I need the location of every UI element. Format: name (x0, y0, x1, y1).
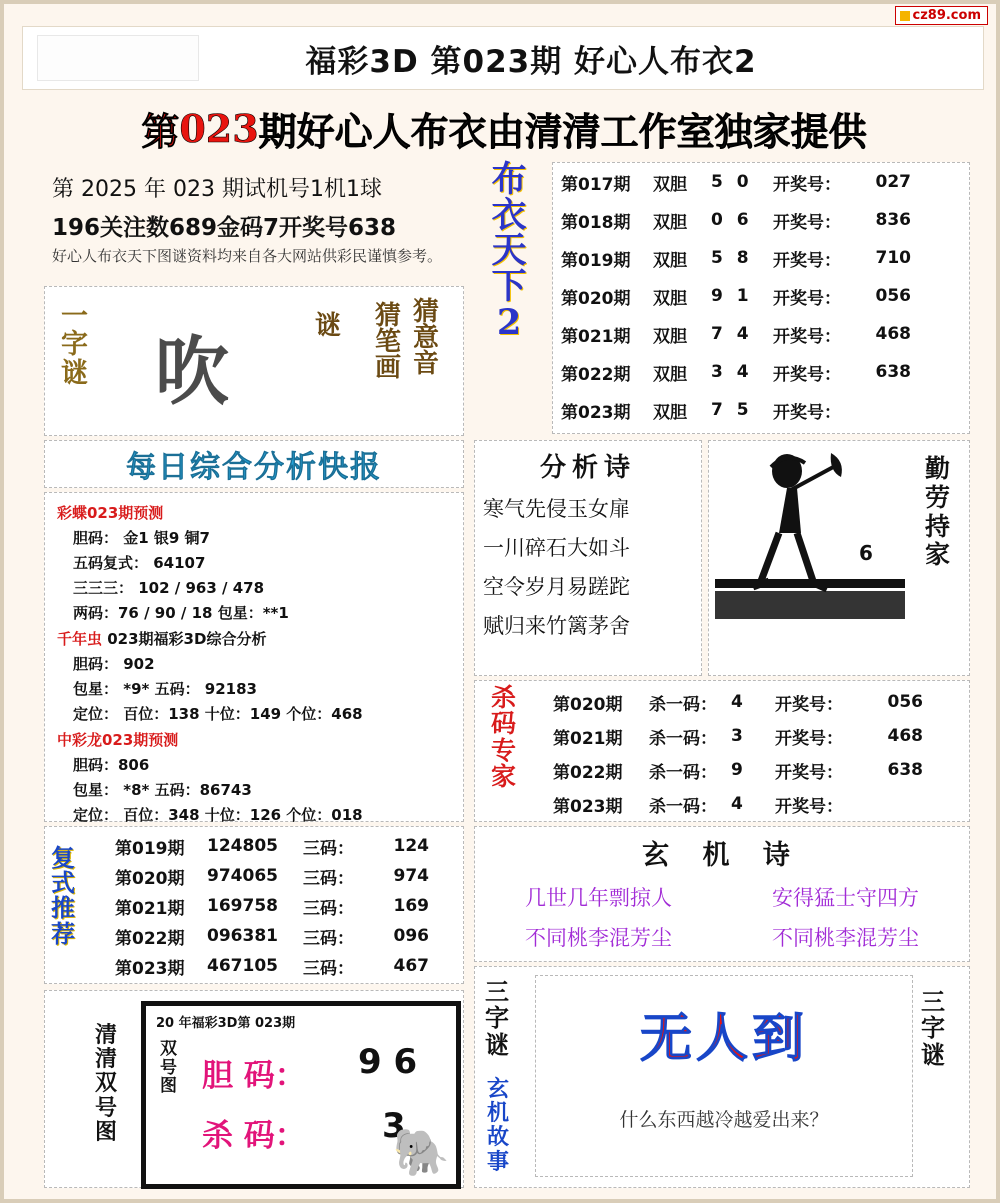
row-label: 双胆 (653, 288, 687, 309)
row-dan: 0 6 (711, 210, 753, 230)
fushi-val: 096 (393, 926, 429, 946)
pred-block3-row-1: 包星： *8* 五码：86743 (73, 781, 252, 799)
pred-block3-title: 中彩龙023期预测 (57, 731, 179, 749)
fushi-issue: 第020期 (115, 868, 185, 889)
sanzi-question: 什么东西越冷越爱出来？ (619, 1109, 829, 1131)
row-open: 836 (875, 210, 911, 230)
table-row (115, 951, 459, 981)
table-row (553, 315, 969, 353)
row-label: 双胆 (653, 326, 687, 347)
daily-report-title (44, 440, 464, 488)
fenxi-line-2: 空令岁月易蹉跎 (483, 575, 630, 599)
vtitle-char-0: 布 (491, 159, 527, 200)
shama-key: 杀一码： (649, 762, 717, 783)
shama-open: 056 (887, 692, 923, 712)
row-issue: 第019期 (561, 250, 631, 271)
row-issue: 第017期 (561, 174, 631, 195)
shama-val: 4 (731, 794, 743, 814)
table-row (115, 921, 459, 951)
fushi-recommend-block (44, 826, 464, 984)
row-dan: 7 4 (711, 324, 753, 344)
sanzi-inner (535, 975, 913, 1177)
row-open-label: 开奖号： (773, 326, 841, 347)
double-dan-results-table (552, 162, 970, 434)
row-open-label: 开奖号： (773, 174, 841, 195)
vtitle-char-1: 衣 (491, 194, 527, 236)
table-row (553, 239, 969, 277)
watermark-text: cz89.com (912, 8, 981, 23)
shama-issue: 第022期 (553, 762, 623, 783)
row-label: 双胆 (653, 364, 687, 385)
analysis-poem-block (474, 440, 702, 676)
sanzi-right-label: 三字谜 (921, 987, 945, 1069)
shama-open-label: 开奖号： (775, 694, 843, 715)
table-row (553, 163, 969, 201)
pred-block3-row-2: 定位： 百位：348 十位：126 个位：018 (73, 806, 363, 824)
row-issue: 第022期 (561, 364, 631, 385)
sanzi-left-label-2: 玄机故事 (487, 1076, 510, 1175)
table-row (553, 201, 969, 239)
row-open: 027 (875, 172, 911, 192)
pred-block1-row-3: 两码：76 / 90 / 18 包星：**1 (73, 604, 289, 622)
row-issue: 第023期 (561, 402, 631, 423)
pred-block2-title-black: 023期福彩3D综合分析 (107, 630, 267, 648)
row-dan: 3 4 (711, 362, 753, 382)
pred-block1-row-0: 胆码： 金1 银9 铜7 (73, 529, 210, 547)
shama-key: 杀一码： (649, 796, 717, 817)
shama-open-label: 开奖号： (775, 728, 843, 749)
row-open: 638 (875, 362, 911, 382)
pred-block2-title-red: 千年虫 (57, 630, 103, 648)
row-label: 双胆 (653, 402, 687, 423)
fushi-val: 124 (393, 836, 429, 856)
fenxi-line-0: 寒气先侵玉女扉 (483, 497, 630, 521)
site-watermark (895, 6, 989, 25)
shama-open-label: 开奖号： (775, 796, 843, 817)
table-row (553, 719, 963, 753)
promo-banner (38, 104, 970, 152)
info-line-2: 196关注数689金码7开奖号638 (52, 215, 397, 241)
banner-prefix: 第 (141, 108, 180, 154)
fushi-key: 三码： (303, 898, 354, 919)
shama-key: 杀一码： (649, 728, 717, 749)
info-line-1: 第 2025 年 023 期试机号1机1球 (52, 177, 382, 202)
shama-table (553, 685, 963, 821)
row-open-label: 开奖号： (773, 288, 841, 309)
vtitle-char-2: 天 (491, 230, 527, 272)
shuanghao-sha-label: 杀 码： (202, 1118, 306, 1154)
fenxi-line-3: 赋归来竹篱茅舍 (483, 614, 630, 638)
vtitle-char-4: 2 (496, 301, 522, 343)
row-open-label: 开奖号： (773, 250, 841, 271)
shama-open: 468 (887, 726, 923, 746)
row-issue: 第020期 (561, 288, 631, 309)
shuanghao-card (141, 1001, 461, 1189)
page-header (22, 26, 984, 90)
info-disclaimer: 好心人布衣天下图谜资料均来自各大网站供彩民谨慎参考。 (52, 247, 443, 265)
row-label: 双胆 (653, 174, 687, 195)
farmer-cartoon-icon (709, 441, 909, 631)
row-dan: 5 8 (711, 248, 753, 268)
table-row (553, 753, 963, 787)
banner-issue: 023 (179, 105, 259, 151)
pred-block3-row-0: 胆码：806 (73, 756, 150, 774)
shama-val: 3 (731, 726, 743, 746)
pred-block1-row-2: 三三三： 102 / 963 / 478 (73, 579, 265, 597)
shuanghao-caption: 20 年福彩3D第 023期 (156, 1016, 296, 1031)
xuanji-row-1 (475, 882, 969, 912)
fushi-key: 三码： (303, 928, 354, 949)
shuanghao-dan-label: 胆 码： (202, 1058, 306, 1094)
fushi-num: 096381 (207, 926, 278, 946)
row-open-label: 开奖号： (773, 212, 841, 233)
row-dan: 9 1 (711, 286, 753, 306)
fushi-num: 467105 (207, 956, 278, 976)
row-label: 双胆 (653, 250, 687, 271)
xuanji-line-1b: 安得猛士守四方 (772, 886, 919, 910)
fenxi-title: 分析诗 (539, 453, 636, 483)
fushi-key: 三码： (303, 958, 354, 979)
xuanji-title: 玄 机 诗 (642, 840, 802, 871)
shama-label: 杀码专家 (491, 683, 517, 791)
shama-val: 9 (731, 760, 743, 780)
xuanji-row-2 (475, 922, 969, 952)
fushi-num: 169758 (207, 896, 278, 916)
fushi-issue: 第019期 (115, 838, 185, 859)
row-open: 056 (875, 286, 911, 306)
row-dan: 5 0 (711, 172, 753, 192)
table-row (553, 685, 963, 719)
cartoon-number: 6 (859, 541, 873, 565)
row-label: 双胆 (653, 212, 687, 233)
shama-open-label: 开奖号： (775, 762, 843, 783)
cartoon-vertical-text: 勤劳持家 (925, 454, 951, 570)
table-row (115, 891, 459, 921)
row-issue: 第021期 (561, 326, 631, 347)
table-row (115, 831, 459, 861)
fushi-issue: 第021期 (115, 898, 185, 919)
table-row (553, 391, 969, 429)
fenxi-line-1: 一川碎石大如斗 (483, 536, 630, 560)
shuanghao-sha-value: 3 (382, 1106, 406, 1146)
riddle-col-b: 猜意音 (408, 297, 439, 375)
row-open-label: 开奖号： (773, 364, 841, 385)
pred-block2-title (57, 628, 453, 649)
table-row (115, 861, 459, 891)
table-row (553, 277, 969, 315)
sanzi-left-label: 三字谜 (485, 977, 509, 1059)
header-blank-box (37, 35, 199, 81)
fushi-val: 169 (393, 896, 429, 916)
table-row (553, 787, 963, 821)
row-issue: 第018期 (561, 212, 631, 233)
pred-block2-row-0: 胆码： 902 (73, 655, 155, 673)
pred-block1-title: 彩蝶023期预测 (57, 504, 164, 522)
riddle-main-char: 吹 (155, 329, 229, 415)
shama-issue: 第023期 (553, 796, 623, 817)
fushi-val: 974 (393, 866, 429, 886)
sanzi-answer: 无人到 (639, 1008, 808, 1069)
row-dan: 7 5 (711, 400, 753, 420)
fushi-key: 三码： (303, 838, 354, 859)
shama-open: 638 (887, 760, 923, 780)
pred-block2-row-1: 包星： *9* 五码： 92183 (73, 680, 257, 698)
shama-val: 4 (731, 692, 743, 712)
row-open: 468 (875, 324, 911, 344)
shama-issue: 第020期 (553, 694, 623, 715)
three-char-riddle-block (474, 966, 970, 1188)
fushi-val: 467 (393, 956, 429, 976)
cartoon-block (708, 440, 970, 676)
fushi-issue: 第022期 (115, 928, 185, 949)
riddle-col-c: 谜 (310, 311, 341, 337)
predictions-block (44, 492, 464, 822)
elephant-icon: 🐘 (392, 1125, 450, 1179)
fushi-key: 三码： (303, 868, 354, 889)
banner-text: 期好心人布衣由清清工作室独家提供 (258, 108, 867, 154)
xuanji-line-1a: 几世几年剽掠人 (525, 886, 672, 910)
vertical-series-title (474, 159, 544, 432)
page-title: 福彩3D 第023期 好心人布衣2 (305, 43, 757, 80)
row-open-label: 开奖号： (773, 402, 841, 423)
shama-key: 杀一码： (649, 694, 717, 715)
riddle-label: 一字谜 (61, 301, 88, 389)
fushi-issue: 第023期 (115, 958, 185, 979)
pred-block2-row-2: 定位： 百位：138 十位：149 个位：468 (73, 705, 363, 723)
daily-report-text: 每日综合分析快报 (126, 450, 382, 485)
fushi-table (115, 831, 459, 981)
vtitle-char-3: 下 (491, 266, 527, 308)
fushi-label: 复式推荐 (51, 843, 75, 948)
logo-square-icon (900, 11, 910, 21)
qingqing-double-number-block (44, 990, 464, 1188)
lottery-info-block (44, 164, 464, 282)
row-open: 710 (875, 248, 911, 268)
kill-code-expert-block (474, 680, 970, 822)
shuanghao-vertical-label: 双号图 (160, 1039, 177, 1097)
fushi-num: 124805 (207, 836, 278, 856)
shuanghao-dan-value: 9 6 (358, 1042, 418, 1082)
pred-block1-row-1: 五码复式： 64107 (73, 554, 206, 572)
fushi-num: 974065 (207, 866, 278, 886)
mystic-poem-block (474, 826, 970, 962)
xuanji-line-2a: 不同桃李混芳尘 (525, 926, 672, 950)
table-row (553, 353, 969, 391)
one-char-riddle-block (44, 286, 464, 436)
xuanji-line-2b: 不同桃李混芳尘 (772, 926, 919, 950)
shuanghao-label: 清清双号图 (95, 1022, 118, 1145)
shama-issue: 第021期 (553, 728, 623, 749)
riddle-col-a: 猜笔画 (370, 301, 401, 379)
